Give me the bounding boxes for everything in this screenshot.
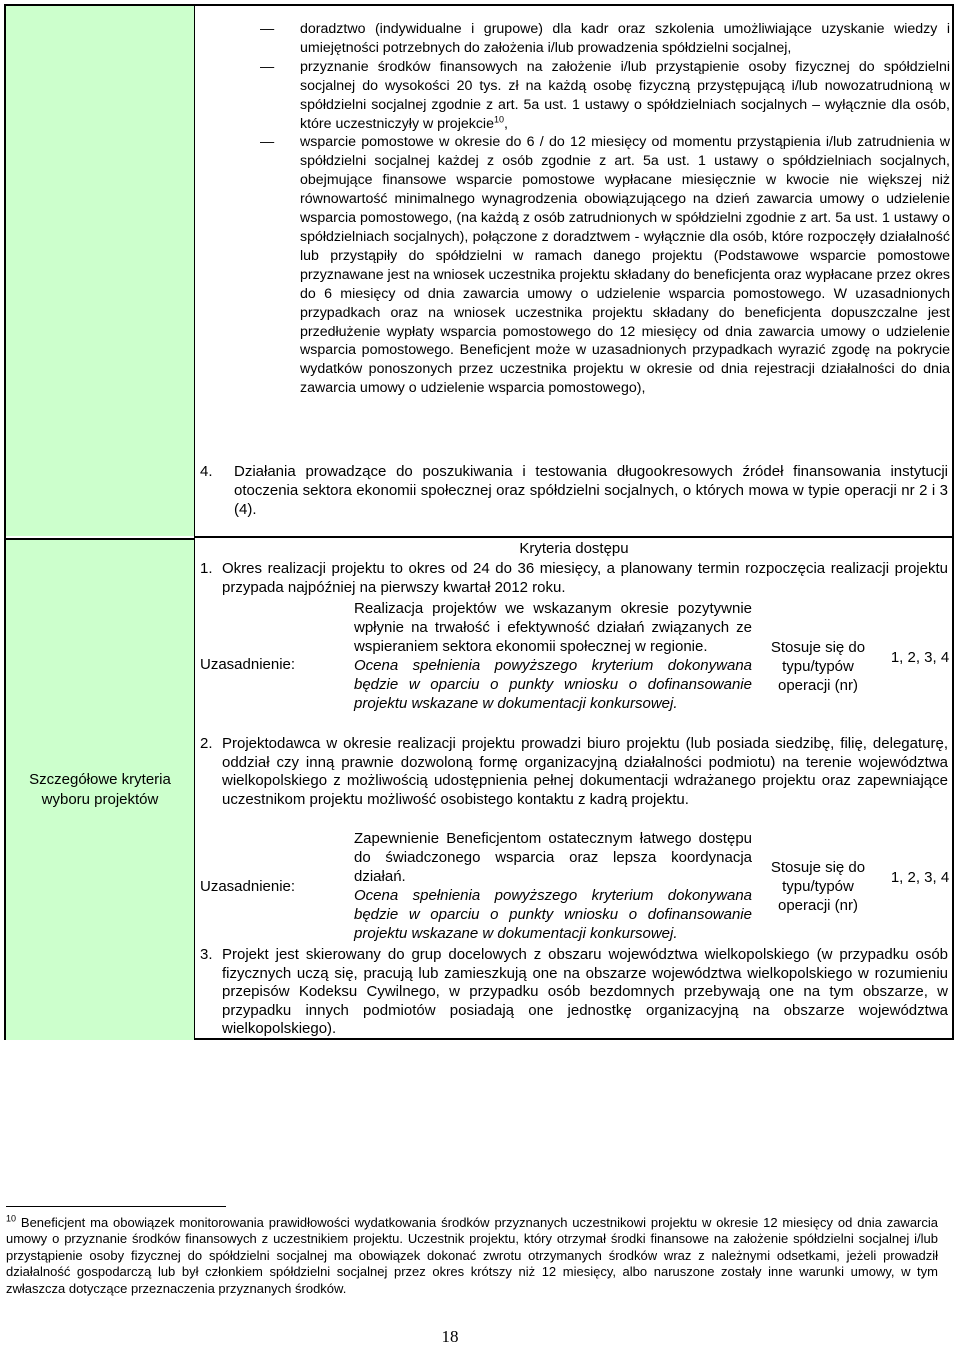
page-number: 18 xyxy=(441,1327,459,1346)
footnote-separator xyxy=(6,1206,226,1207)
justification-label: Uzasadnienie: xyxy=(200,878,296,895)
criterion-2: 2. Projektodawca w okresie realizacji projektu prowadzi biuro projektu (lub posiada siedzibę, filię, delegaturę, oddział czy inną prawnie dozwoloną formę organizacyjną działalności podmiotu) na terenie województwa wielkopolskiego z możliwością udostępnienia pełnej dokumentacji wdrażanego projektu oraz zapewniające uczestnikom projektu możliwość osobistego kontaktu z kadrą projektu. xyxy=(200,735,948,808)
justification-1 xyxy=(200,600,948,730)
operation-types: 1, 2, 3, 4 xyxy=(890,869,950,886)
list-item: — przyznanie środków finansowych na założenie i/lub przystąpienie osoby fizycznej do spółdzielni socjalnej do wysokości 20 tys. zł na każdą osobę fizyczną przystępującą i/lub nowozatrudnioną w spółdzielni socjalnej zgodnie z art. 5a ust. 1 ustawy o spółdzielniach socjalnych – wyłącznie dla osób, które uczestniczyły w projekcie$^{10}$, xyxy=(260,58,950,132)
applies-to-label: Stosuje się do typu/typów operacji (nr) xyxy=(770,639,866,694)
footnote-10: $^{10}$ Beneficjent ma obowiązek monitorowania prawidłowości wydatkowania środków przyznanych uczestnikowi projektu w okresie 12 miesięcy od dnia zawarcia umowy o przyznanie środków finansowych z uczestnikiem projektu. Uczestnik projektu, który otrzymał środki finansowe na założenie spółdzielni socjalnej i/lub przystąpienie osoby fizycznej do spółdzielni socjalnej ma obowiązek dokonać zwrotu otrzymanych środków wraz z należnymi odsetkami, jeżeli prowadził działalność gospodarczą lub był członkiem spółdzielni socjalnej przez okres krótszy niż 12 miesięcy, albo naruszone zostały inne warunki umowy, w tym zwłaszcza dotyczące przeznaczenia przyznanych środków. xyxy=(6,1213,938,1296)
justification-label: Uzasadnienie: xyxy=(200,656,296,673)
row-divider xyxy=(194,536,952,538)
table-left-cell-section xyxy=(6,538,195,1040)
criteria-header: Kryteria dostępu xyxy=(519,540,629,557)
criterion-3: 3. Projekt jest skierowany do grup docelowych z obszaru województwa wielkopolskiego (w przypadku osób fizycznych uczą się, pracują lub zamieszkują one na obszarze województwa wielkopolskiego w rozumieniu przepisów Kodeksu Cywilnego, w przypadku osób bezdomnych przebywają one na tym obszarze, w przypadku innych podmiotów posiadają one jednostkę organizacyjną na obszarze województwa wielkopolskiego). xyxy=(200,946,948,1038)
justification-text: Realizacja projektów we wskazanym okresie pozytywnie wpłynie na trwałość i efektywność działań związanych ze wspieraniem sektora ekonomii społecznej w regionie. Ocena spełnienia powyższego kryterium dokonywana będzie w oparciu o punkty wniosku o dofinansowanie projektu wskazane w dokumentacji konkursowej. xyxy=(354,600,752,712)
table-left-cell-empty xyxy=(6,6,195,536)
justification-2 xyxy=(200,830,948,942)
list-item: — wsparcie pomostowe w okresie do 6 / do 12 miesięcy od momentu przystąpienia i/lub zatrudnienia w spółdzielni socjalnej każdej z osób zgodnie z art. 5a ust. 1 ustawy o spółdzielniach socjalnych, obejmujące finansowe wsparcie pomostowe wypłacane miesięcznie w kwocie nie większej niż równowartość minimalnego wynagrodzenia obowiązującego na dzień zawarcia umowy o udzielenie wsparcia pomostowego, (na każdą z osób zatrudnionych w spółdzielni zgodnie z art. 5a ust. 1 ustawy o spółdzielniach socjalnych), połączone z doradztwem - wyłącznie dla osób, które rozpoczęły działalność lub przystąpiły do spółdzielni w ramach danego projektu (Podstawowe wsparcie pomostowe przyznawane jest na wniosek uczestnika projektu składany do beneficjenta oraz wypłacane przez okres do 6 miesięcy od dnia zawarcia umowy o udzielenie wsparcia pomostowego. W uzasadnionych przypadkach oraz na wniosek uczestnika projektu składany do beneficjenta dopuszczalne jest przedłużenie wypłaty wsparcia pomostowego do 12 miesięcy od dnia zawarcia umowy o udzielenie wsparcia pomostowego. Beneficjent może w uzasadnionych przypadkach wyrazić zgodę na pokrycie wydatków ponoszonych przez uczestnika projektu w okresie od dnia rejestracji działalności do dnia zawarcia umowy o udzielenie wsparcia pomostowego), xyxy=(260,134,950,397)
section-label: Szczegółowe kryteria wyboru projektów xyxy=(29,771,171,808)
operation-type-4: 4. Działania prowadzące do poszukiwania i testowania długookresowych źródeł finansowania instytucji otoczenia sektora ekonomii społecznej oraz spółdzielni socjalnych, o których mowa w typie operacji nr 2 i 3 (4). xyxy=(200,463,948,518)
operation-types: 1, 2, 3, 4 xyxy=(890,649,950,666)
dash-marker: — xyxy=(260,58,275,75)
dash-marker: — xyxy=(260,21,275,37)
applies-to-label: Stosuje się do typu/typów operacji (nr) xyxy=(770,859,866,914)
list-item: — doradztwo (indywidualne i grupowe) dla kadr oraz szkolenia umożliwiające uzyskanie wiedzy i umiejętności potrzebnych do założenia i/lub prowadzenia spółdzielni socjalnej, xyxy=(260,21,950,56)
evaluation-text: Ocena spełnienia powyższego kryterium dokonywana będzie w oparciu o punkty wniosku o dofinansowanie projektu wskazane w dokumentacji konkursowej. xyxy=(354,656,752,712)
footnote-number: 10 xyxy=(6,1213,17,1224)
justification-text: Zapewnienie Beneficjentom ostatecznym łatwego dostępu do świadczonego wsparcia oraz lepsza koordynacja działań. Ocena spełnienia powyższego kryterium dokonywana będzie w oparciu o punkty wniosku o dofinansowanie projektu wskazane w dokumentacji konkursowej. xyxy=(354,830,752,942)
support-forms-list xyxy=(260,20,950,398)
footnote-ref[interactable]: 10 xyxy=(493,113,504,124)
evaluation-text: Ocena spełnienia powyższego kryterium dokonywana będzie w oparciu o punkty wniosku o dofinansowanie projektu wskazane w dokumentacji konkursowej. xyxy=(354,886,752,942)
criterion-1: 1. Okres realizacji projektu to okres od 24 do 36 miesięcy, a planowany termin rozpoczęcia realizacji projektu przypada najpóźniej na pierwszy kwartał 2012 roku. xyxy=(200,560,948,596)
dash-marker: — xyxy=(260,134,275,151)
